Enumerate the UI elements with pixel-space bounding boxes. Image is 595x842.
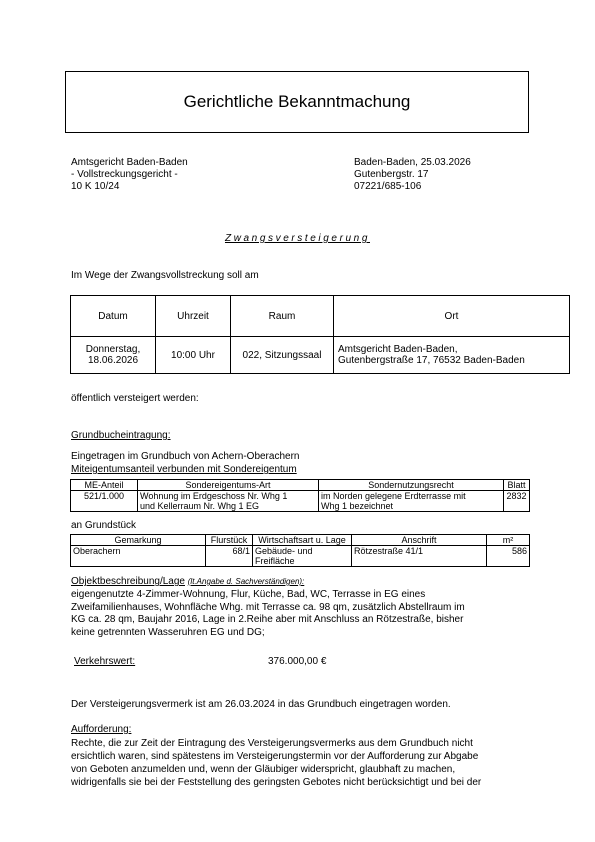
aufforderung-text [71, 737, 481, 789]
auction-table [70, 295, 570, 374]
objekt-heading: Objektbeschreibung/Lage [71, 576, 185, 587]
me-header-art: Sondereigentums-Art [138, 480, 319, 491]
cell-uhrzeit: 10:00 Uhr [156, 337, 231, 374]
me-header-anteil: ME-Anteil [71, 480, 138, 491]
gs-cell-anschrift: Rötzestraße 41/1 [352, 546, 487, 567]
intro-text: Im Wege der Zwangsvollstreckung soll am [71, 270, 259, 281]
me-header-blatt: Blatt [504, 480, 530, 491]
verkehrswert-value: 376.000,00 € [268, 656, 327, 667]
aufforderung-line: von Geboten anzumelden und, wenn der Gläubiger widerspricht, glaubhaft zu machen, [71, 764, 456, 775]
me-cell-recht [319, 491, 504, 512]
cell-ort [334, 337, 570, 374]
me-cell-anteil: 521/1.000 [71, 491, 138, 512]
header-ort: Ort [334, 296, 570, 337]
title-box [65, 71, 529, 133]
objekt-line: eigengenutzte 4-Zimmer-Wohnung, Flur, Küche, Bad, WC, Terrasse in EG eines [71, 589, 426, 600]
grundstueck-table [70, 534, 530, 567]
gs-cell-flurstueck: 68/1 [206, 546, 253, 567]
me-cell-art [138, 491, 319, 512]
objekt-line: keine getrennten Wasseruhren EG und DG; [71, 626, 265, 638]
section-title: Zwangsversteigerung [224, 233, 370, 244]
place-date-block [354, 157, 471, 193]
aufforderung-heading: Aufforderung: [71, 724, 132, 735]
art-line-1: Wohnung im Erdgeschoss Nr. Whg 1 [140, 491, 288, 501]
datum-date: 18.06.2026 [87, 355, 139, 366]
an-grundstueck: an Grundstück [71, 520, 137, 531]
court-address [71, 157, 188, 193]
street: Gutenbergstr. 17 [354, 169, 429, 180]
gs-header-wirtschaftsart: Wirtschaftsart u. Lage [253, 535, 352, 546]
art-line-2: und Kellerraum Nr. Whg 1 EG [140, 501, 260, 511]
recht-line-2: Whg 1 bezeichnet [321, 501, 394, 511]
court-department: - Vollstreckungsgericht - [71, 169, 178, 180]
grundbuch-line-1: Eingetragen im Grundbuch von Achern-Oberachern [71, 451, 300, 462]
verkehrswert-label: Verkehrswert: [74, 656, 136, 667]
gs-cell-wirtschaftsart: Gebäude- und Freifläche [253, 546, 352, 567]
objekt-description [71, 589, 465, 639]
vermerk-text: Der Versteigerungsvermerk ist am 26.03.2024 in das Grundbuch eingetragen worden. [71, 699, 451, 710]
me-table [70, 479, 530, 512]
case-number: 10 K 10/24 [71, 181, 120, 192]
me-header-recht: Sondernutzungsrecht [319, 480, 504, 491]
cell-raum: 022, Sitzungssaal [231, 337, 334, 374]
cell-datum [71, 337, 156, 374]
after-table-text: öffentlich versteigert werden: [71, 393, 199, 404]
aufforderung-line: Rechte, die zur Zeit der Eintragung des Versteigerungsvermerks aus dem Grundbuch nicht [71, 738, 473, 749]
gs-cell-gemarkung: Oberachern [71, 546, 206, 567]
header-datum: Datum [71, 296, 156, 337]
objekt-heading-line [71, 576, 304, 588]
ort-line-2: Gutenbergstraße 17, 76532 Baden-Baden [338, 355, 525, 366]
aufforderung-line: ersichtlich waren, sind spätestens im Versteigerungstermin vor der Aufforderung zur Abgabe [71, 751, 479, 762]
recht-line-1: im Norden gelegene Erdterrasse mit [321, 491, 466, 501]
aufforderung-line: widrigenfalls sie bei der Feststellung des geringsten Gebotes nicht berücksichtigt und bei der [71, 777, 482, 788]
datum-weekday: Donnerstag, [85, 344, 141, 355]
page-title: Gerichtliche Bekanntmachung [183, 92, 411, 111]
gs-header-flaeche: m² [487, 535, 530, 546]
phone: 07221/685-106 [354, 181, 422, 192]
me-cell-blatt: 2832 [504, 491, 530, 512]
ort-line-1: Amtsgericht Baden-Baden, [338, 344, 458, 355]
header-raum: Raum [231, 296, 334, 337]
objekt-note: (lt.Angabe d. Sachverständigen): [187, 577, 305, 586]
gs-cell-flaeche: 586 [487, 546, 530, 567]
header-uhrzeit: Uhrzeit [156, 296, 231, 337]
gs-header-flurstueck: Flurstück [206, 535, 253, 546]
gs-header-anschrift: Anschrift [352, 535, 487, 546]
gs-header-gemarkung: Gemarkung [71, 535, 206, 546]
objekt-line: Zweifamilienhauses, Wohnfläche Whg. mit Terrasse ca. 98 qm, zusätzlich Abstellraum im [71, 601, 465, 613]
grundbuch-line-2: Miteigentumsanteil verbunden mit Sondereigentum [71, 464, 297, 475]
objekt-line: KG ca. 28 qm, Baujahr 2016, Lage in 2.Reihe aber mit Anschluss an Rötzestraße, bisher [71, 614, 464, 625]
grundbuch-heading: Grundbucheintragung: [71, 430, 171, 441]
place-date: Baden-Baden, 25.03.2026 [354, 157, 471, 168]
court-name: Amtsgericht Baden-Baden [71, 157, 188, 168]
